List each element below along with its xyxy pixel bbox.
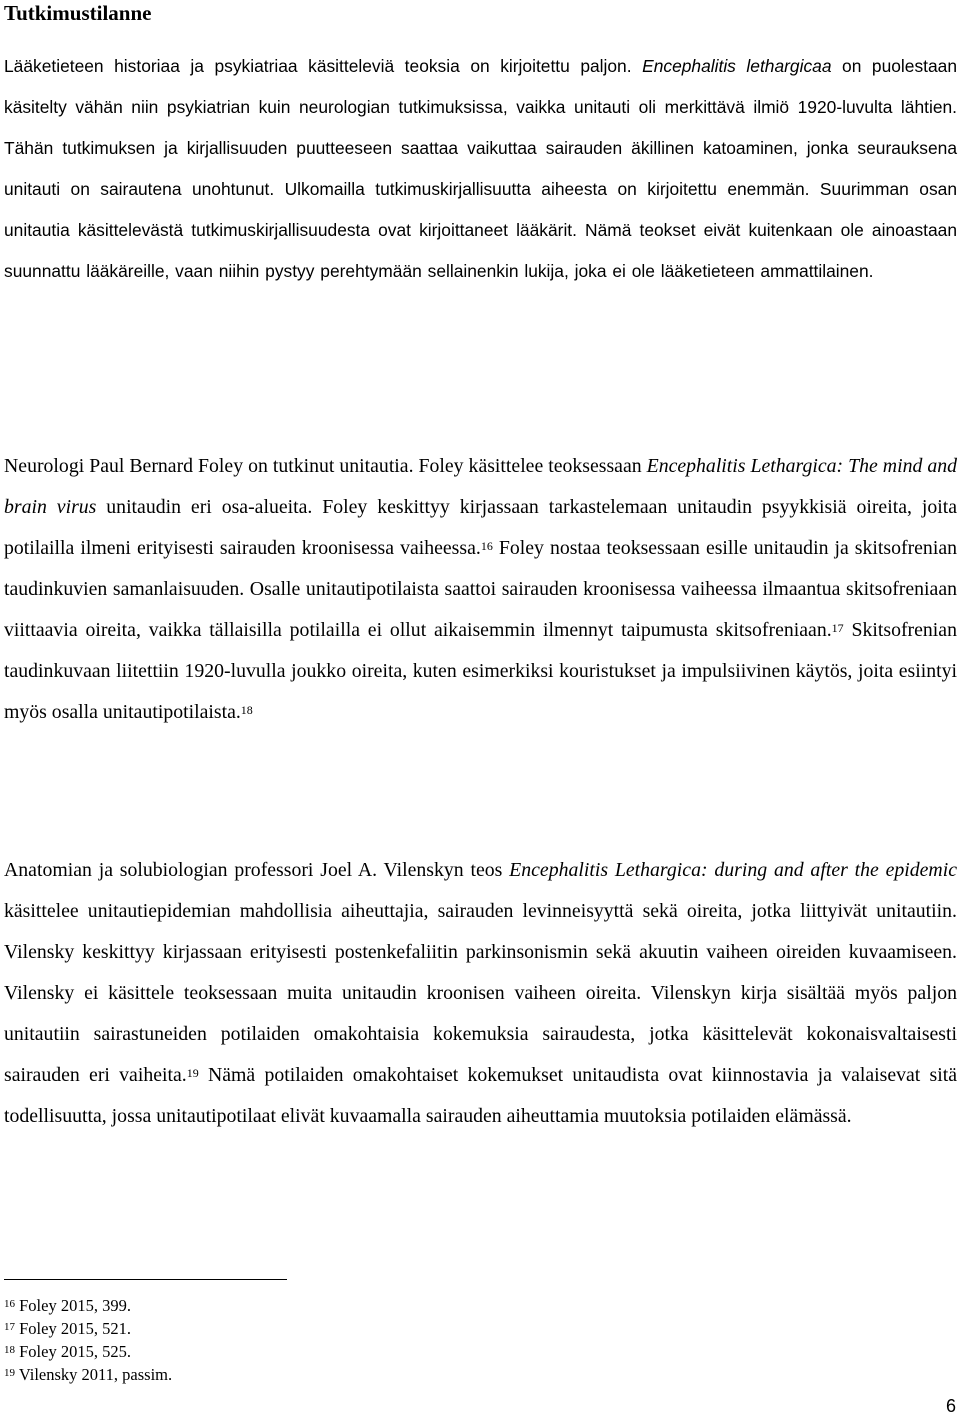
paragraph-text: käsittelee unitautiepidemian mahdollisia aiheuttajia, sairauden levinneisyyttä sekä oireita, jotka liittyivät unitautiin. Vilensky keskittyy kirjassaan erityisesti postenkefaliitin parkinsonismin sekä akuutin vaiheen oireiden kuvaamiseen. Vilensky ei käsittele teoksessaan muita unitaudin kroonisen vaiheen oireita. Vilenskyn kirja sisältää myös paljon unitautiin sairastuneiden potilaiden omakohtaisia kokemuksia sairaudesta, jotka käsittelevät kokonaisvaltaisesti sairauden eri vaiheita. (4, 900, 957, 1086)
footnote-item (4, 1317, 172, 1340)
paragraph-text: Lääketieteen historiaa ja psykiatriaa käsitteleviä teoksia on kirjoitettu paljon. (4, 56, 643, 76)
page-number: 6 (945, 1396, 956, 1416)
footnote-text: Foley 2015, 399. (15, 1296, 131, 1315)
footnote-number: 16 (4, 1298, 15, 1310)
paragraph-text: unitaudin eri osa-alueita. Foley keskittyy kirjassaan tarkastelemaan unitaudin psyykkisiä oireita, joita potilailla ilmeni erityisesti sairauden kroonisessa vaiheessa. (4, 496, 958, 559)
footnote-reference[interactable]: 19 (186, 1066, 199, 1080)
footnote-number: 18 (4, 1344, 15, 1356)
paragraph-text: Skitsofrenian taudinkuvaan liitettiin 1920-luvulla joukko oireita, kuten esimerkiksi kouristukset ja impulsiivinen käytös, joita esiintyi myös osalla unitautipotilaista. (4, 619, 957, 723)
paragraph-text: Neurologi Paul Bernard Foley on tutkinut unitautia. Foley käsittelee teoksessaan (4, 455, 647, 477)
paragraph-research-overview (4, 46, 957, 292)
footnote-text: Foley 2015, 521. (15, 1319, 131, 1338)
book-title-italic: Encephalitis Lethargica: The mind and brain virus (4, 455, 958, 518)
footnote-number: 17 (4, 1321, 15, 1333)
section-heading: Tutkimustilanne (4, 1, 152, 25)
footnote-text: Vilensky 2011, passim. (15, 1365, 173, 1384)
paragraph-foley (4, 446, 957, 733)
footnote-item (4, 1363, 172, 1386)
footnote-reference[interactable]: 16 (480, 539, 493, 553)
footnote-divider (4, 1279, 287, 1280)
footnote-text: Foley 2015, 525. (15, 1342, 131, 1361)
paragraph-vilensky (4, 850, 957, 1137)
footnote-item (4, 1294, 172, 1317)
footnote-number: 19 (4, 1367, 15, 1379)
footnote-reference[interactable]: 18 (240, 703, 253, 717)
paragraph-text: Foley nostaa teoksessaan esille unitaudin ja skitsofrenian taudinkuvien samanlaisuuden. Osalle unitautipotilaista saattoi sairauden kroonisessa vaiheessa ilmaantua skitsofreniaan viittaavia oireita, vaikka tällaisilla potilailla ei ollut aikaisemmin ilmennyt taipumusta skitsofreniaan. (4, 537, 957, 641)
paragraph-text: Anatomian ja solubiologian professori Joel A. Vilenskyn teos (4, 859, 510, 881)
paragraph-text: on puolestaan käsitelty vähän niin psykiatrian kuin neurologian tutkimuksissa, vaikka unitauti oli merkittävä ilmiö 1920-luvulta lähtien. Tähän tutkimuksen ja kirjallisuuden puutteeseen saattaa vaikuttaa sairauden äkillinen katoaminen, jonka seurauksena unitauti on sairautena unohtunut. Ulkomailla tutkimuskirjallisuutta aiheesta on kirjoitettu enemmän. Suurimman osan unitautia käsittelevästä tutkimuskirjallisuudesta ovat kirjoittaneet lääkärit. Nämä teokset eivät kuitenkaan ole ainoastaan suunnattu lääkäreille, vaan niihin pystyy perehtymään sellainenkin lukija, joka ei ole lääketieteen ammattilainen. (4, 56, 958, 281)
paragraph-text: Nämä potilaiden omakohtaiset kokemukset unitaudista ovat kiinnostavia ja valaisevat sitä todellisuutta, jossa unitautipotilaat elivät kuvaamalla sairauden aiheuttamia muutoksia potilaiden elämässä. (4, 1064, 957, 1127)
book-title-italic: Encephalitis lethargicaa (642, 56, 832, 76)
book-title-italic: Encephalitis Lethargica: during and after the epidemic (509, 859, 957, 881)
footnote-item (4, 1340, 172, 1363)
footnotes (4, 1294, 172, 1386)
footnote-reference[interactable]: 17 (831, 621, 844, 635)
